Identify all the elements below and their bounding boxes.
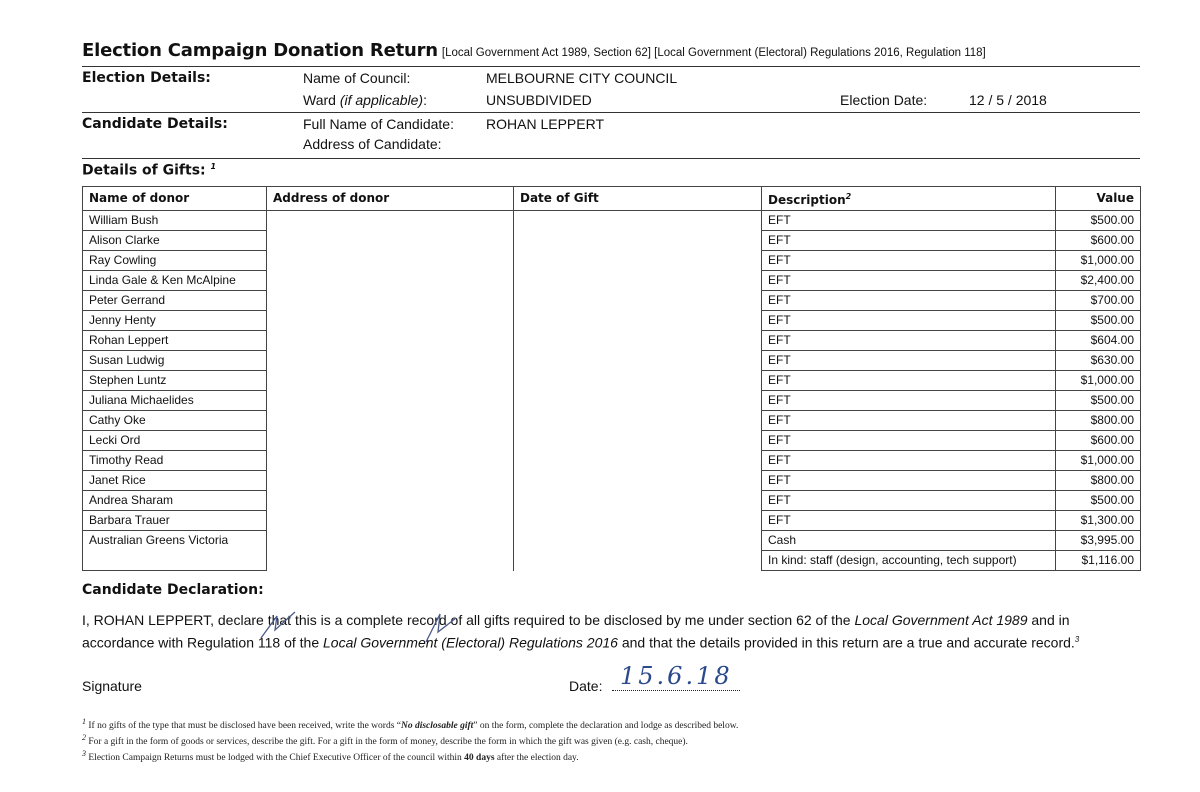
- description-cell: EFT: [762, 451, 1056, 471]
- date-cell: [514, 411, 762, 431]
- address-cell: [267, 271, 514, 291]
- date-cell: [514, 531, 762, 551]
- election-details-label: Election Details:: [82, 70, 211, 86]
- date-cell: [514, 311, 762, 331]
- candidate-details-label: Candidate Details:: [82, 116, 228, 132]
- value-cell: $800.00: [1056, 471, 1141, 491]
- table-row: [83, 251, 1141, 271]
- table-row: [83, 291, 1141, 311]
- value-cell: $1,000.00: [1056, 251, 1141, 271]
- value-cell: $500.00: [1056, 311, 1141, 331]
- title-divider: [82, 66, 1140, 67]
- table-row: [83, 431, 1141, 451]
- col-header-value: Value: [1056, 187, 1141, 211]
- date-cell: [514, 471, 762, 491]
- description-cell: EFT: [762, 431, 1056, 451]
- address-cell: [267, 411, 514, 431]
- table-row: [83, 531, 1141, 551]
- donor-cell: Ray Cowling: [83, 251, 267, 271]
- footnote-ref-2: 2: [845, 192, 852, 201]
- donor-cell: Australian Greens Victoria: [83, 531, 267, 551]
- signature-label: Signature: [82, 678, 142, 694]
- value-cell: $800.00: [1056, 411, 1141, 431]
- donor-cell: Timothy Read: [83, 451, 267, 471]
- page-title: Election Campaign Donation Return: [82, 40, 438, 61]
- table-row: [83, 331, 1141, 351]
- date-cell: [514, 491, 762, 511]
- footnotes: [82, 716, 982, 764]
- address-cell: [267, 331, 514, 351]
- page-subtitle: [Local Government Act 1989, Section 62] [Local Government (Electoral) Regulations 2016, Regulation 118]: [441, 47, 986, 59]
- ward-value: UNSUBDIVIDED: [486, 92, 592, 108]
- address-cell: [267, 451, 514, 471]
- donor-cell: Stephen Luntz: [83, 371, 267, 391]
- address-cell: [267, 431, 514, 451]
- footnote-1: $^1$ If no gifts of the type that must be disclosed have been received, write the words “No disclosable gift” on the form, complete the declaration and lodge as described below.: [82, 717, 739, 732]
- donor-cell: Susan Ludwig: [83, 351, 267, 371]
- col-header-description: Description$^2$: [762, 187, 1056, 211]
- gifts-section-label: Details of Gifts: $^1$: [82, 162, 217, 179]
- table-row: [83, 311, 1141, 331]
- address-cell: [267, 531, 514, 551]
- description-cell: EFT: [762, 231, 1056, 251]
- description-cell: EFT: [762, 391, 1056, 411]
- donor-cell: Linda Gale & Ken McAlpine: [83, 271, 267, 291]
- address-cell: [267, 231, 514, 251]
- declaration-text: I, ROHAN LEPPERT, declare that this is a complete record of all gifts required to be disclosed by me under section 62 of the Local Government Act 1989 and in accordance with Regulation 118 of the Local Government (Electoral) Regulations 2016 and that the details provided in this return are a true and accurate record.$^3$: [82, 612, 1080, 651]
- address-cell: [267, 391, 514, 411]
- col-header-date: Date of Gift: [514, 187, 762, 211]
- value-cell: $1,000.00: [1056, 371, 1141, 391]
- donor-cell: William Bush: [83, 211, 267, 231]
- candidate-divider: [82, 158, 1140, 159]
- signature-date-line: [612, 690, 740, 691]
- footnote-2: $^2$ For a gift in the form of goods or services, describe the gift. For a gift in the form of money, describe the form in which the gift was given (e.g. cash, cheque).: [82, 733, 688, 748]
- table-row: [83, 371, 1141, 391]
- candidate-address-label: Address of Candidate:: [303, 136, 442, 152]
- election-divider: [82, 112, 1140, 113]
- col-header-donor: Name of donor: [83, 187, 267, 211]
- table-row: [83, 551, 1141, 571]
- date-cell: [514, 331, 762, 351]
- description-cell: EFT: [762, 251, 1056, 271]
- council-label: Name of Council:: [303, 70, 411, 86]
- table-row: [83, 491, 1141, 511]
- table-row: [83, 351, 1141, 371]
- address-cell: [267, 211, 514, 231]
- table-row: [83, 271, 1141, 291]
- col-header-address: Address of donor: [267, 187, 514, 211]
- donor-cell: Cathy Oke: [83, 411, 267, 431]
- gifts-table-body: [83, 211, 1141, 571]
- date-cell: [514, 431, 762, 451]
- address-cell: [267, 551, 514, 571]
- date-cell: [514, 391, 762, 411]
- date-cell: [514, 351, 762, 371]
- description-cell: EFT: [762, 271, 1056, 291]
- footnote-ref-3: 3: [1074, 635, 1080, 644]
- signature-scribble-mark: [255, 608, 305, 648]
- table-row: [83, 511, 1141, 531]
- value-cell: $1,116.00: [1056, 551, 1141, 571]
- donor-cell: Andrea Sharam: [83, 491, 267, 511]
- table-row: [83, 211, 1141, 231]
- date-cell: [514, 251, 762, 271]
- donor-cell: Rohan Leppert: [83, 331, 267, 351]
- gifts-table: [82, 186, 1141, 571]
- address-cell: [267, 251, 514, 271]
- table-row: [83, 471, 1141, 491]
- date-cell: [514, 511, 762, 531]
- address-cell: [267, 511, 514, 531]
- election-date-value: 12 / 5 / 2018: [969, 92, 1047, 108]
- description-cell: In kind: staff (design, accounting, tech support): [762, 551, 1056, 571]
- value-cell: $500.00: [1056, 491, 1141, 511]
- description-cell: EFT: [762, 491, 1056, 511]
- table-row: [83, 411, 1141, 431]
- value-cell: $500.00: [1056, 211, 1141, 231]
- table-row: [83, 231, 1141, 251]
- value-cell: $1,000.00: [1056, 451, 1141, 471]
- description-cell: EFT: [762, 311, 1056, 331]
- footnote-3: $^3$ Election Campaign Returns must be lodged with the Chief Executive Officer of the council within 40 days after the election day.: [82, 749, 579, 764]
- table-row: [83, 451, 1141, 471]
- date-cell: [514, 231, 762, 251]
- address-cell: [267, 371, 514, 391]
- value-cell: $600.00: [1056, 231, 1141, 251]
- address-cell: [267, 291, 514, 311]
- candidate-name-value: ROHAN LEPPERT: [486, 116, 604, 132]
- donor-cell: Peter Gerrand: [83, 291, 267, 311]
- donor-cell: [83, 551, 267, 571]
- address-cell: [267, 311, 514, 331]
- description-cell: EFT: [762, 511, 1056, 531]
- address-cell: [267, 351, 514, 371]
- gifts-table-header: [83, 187, 1141, 211]
- ward-label: Ward (if applicable):: [303, 92, 427, 108]
- date-cell: [514, 451, 762, 471]
- description-cell: EFT: [762, 291, 1056, 311]
- value-cell: $2,400.00: [1056, 271, 1141, 291]
- value-cell: $1,300.00: [1056, 511, 1141, 531]
- description-cell: EFT: [762, 471, 1056, 491]
- date-cell: [514, 211, 762, 231]
- signature-scribble-mark-2: [422, 608, 462, 648]
- donor-cell: Alison Clarke: [83, 231, 267, 251]
- footnote-ref-1: 1: [210, 162, 217, 171]
- page-title-row: [82, 40, 1142, 61]
- value-cell: $600.00: [1056, 431, 1141, 451]
- date-cell: [514, 551, 762, 571]
- council-value: MELBOURNE CITY COUNCIL: [486, 70, 678, 86]
- donor-cell: Lecki Ord: [83, 431, 267, 451]
- value-cell: $630.00: [1056, 351, 1141, 371]
- donor-cell: Barbara Trauer: [83, 511, 267, 531]
- value-cell: $500.00: [1056, 391, 1141, 411]
- description-cell: EFT: [762, 331, 1056, 351]
- donor-cell: Janet Rice: [83, 471, 267, 491]
- date-cell: [514, 271, 762, 291]
- description-cell: EFT: [762, 211, 1056, 231]
- signature-date-label: Date:: [569, 678, 603, 694]
- candidate-name-label: Full Name of Candidate:: [303, 116, 454, 132]
- value-cell: $700.00: [1056, 291, 1141, 311]
- donor-cell: Jenny Henty: [83, 311, 267, 331]
- signature-date-handwritten: 15.6.18: [620, 662, 733, 690]
- table-row: [83, 391, 1141, 411]
- date-cell: [514, 371, 762, 391]
- address-cell: [267, 471, 514, 491]
- description-cell: EFT: [762, 411, 1056, 431]
- value-cell: $604.00: [1056, 331, 1141, 351]
- election-date-label: Election Date:: [840, 92, 928, 108]
- description-cell: Cash: [762, 531, 1056, 551]
- description-cell: EFT: [762, 371, 1056, 391]
- declaration-heading: Candidate Declaration:: [82, 582, 264, 598]
- donor-cell: Juliana Michaelides: [83, 391, 267, 411]
- value-cell: $3,995.00: [1056, 531, 1141, 551]
- address-cell: [267, 491, 514, 511]
- date-cell: [514, 291, 762, 311]
- description-cell: EFT: [762, 351, 1056, 371]
